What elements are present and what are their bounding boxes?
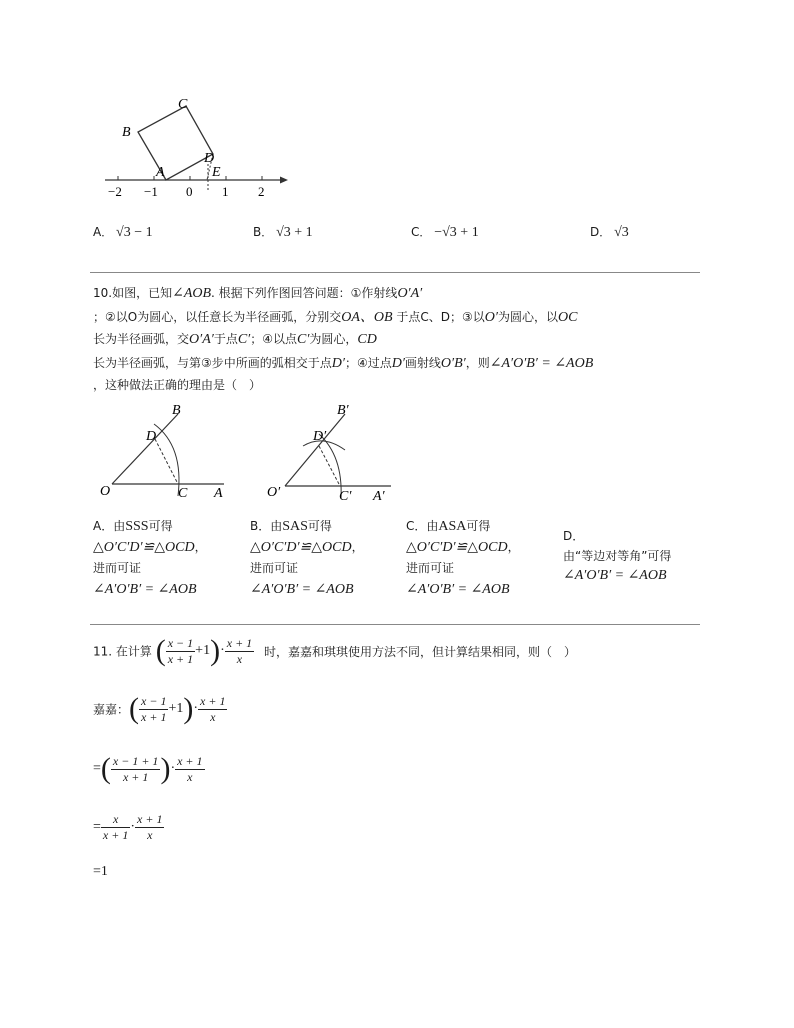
q9-option-c[interactable]: C． −√3 + 1 — [411, 225, 479, 240]
q10-figure-right — [265, 400, 400, 505]
svg-text:A: A — [214, 486, 223, 501]
q9-option-d[interactable]: D． √3 — [590, 225, 629, 240]
q9-label-a: A — [156, 165, 165, 180]
q9-option-c-letter: C — [411, 225, 420, 239]
svg-text:O′: O′ — [267, 485, 281, 500]
svg-text:D′: D′ — [313, 429, 327, 444]
q11-step-3: =1 — [93, 864, 108, 879]
q9-tick-1: 1 — [222, 184, 229, 199]
q9-label-d: D — [204, 151, 215, 166]
q10-line-1: 10.如图，已知∠AOB. 根据下列作图回答问题：①作射线O′A′ — [93, 286, 423, 301]
q9-option-c-expr: −√3 + 1 — [434, 225, 479, 240]
q9-label-b: B — [122, 125, 131, 140]
q11-step-2: = $\frac{x}{x + 1}$ · $\frac{x + 1}{x}$ — [93, 812, 163, 842]
q10-option-a[interactable]: A．由SSS可得 △O′C′D′≌△OCD， 进而可证 ∠A′O′B′ = ∠AOB — [93, 519, 207, 597]
svg-text:B: B — [172, 403, 181, 418]
q10-line-2: ；②以O为圆心，以任意长为半径画弧，分别交OA、OB 于点C、D；③以O′为圆心，以OC — [93, 310, 578, 325]
svg-text:C: C — [178, 486, 188, 501]
q10-figure-left — [98, 400, 233, 505]
q10-line-4: 长为半径画弧，与第③步中所画的弧相交于点D′；④过点D′画射线O′B′，则∠A′O′B′ = ∠AOB — [93, 356, 594, 371]
q9-option-b-expr: √3 + 1 — [276, 225, 313, 240]
q11-tail: 时，嘉嘉和琪琪使用方法不同，但计算结果相同，则（ ） — [264, 644, 577, 659]
q10-option-d[interactable]: D． 由“等边对等角”可得 ∠A′O′B′ = ∠AOB — [563, 529, 672, 583]
q9-tick-0: 0 — [186, 184, 193, 199]
q9-tick-neg1: −1 — [144, 184, 158, 199]
q11-stem: 11. 在计算 ( $\frac{x - 1}{x + 1}$ +1)· $\frac{x + 1}{x}$ 时，嘉嘉和琪琪使用方法不同，但计算结果相同，则（ ） — [93, 634, 577, 667]
svg-text:O: O — [100, 484, 111, 499]
svg-text:D: D — [146, 429, 157, 444]
q9-option-a-expr: √3 − 1 — [116, 225, 153, 240]
q9-option-d-expr: √3 — [614, 225, 629, 240]
q9-option-a[interactable]: A． √3 − 1 — [93, 225, 153, 240]
svg-text:A′: A′ — [373, 489, 385, 504]
svg-text:B′: B′ — [337, 403, 349, 418]
q9-label-e: E — [212, 165, 221, 180]
q9-figure — [100, 92, 300, 202]
q9-option-d-letter: D — [590, 225, 600, 239]
divider-1 — [90, 272, 700, 273]
q9-tick-2: 2 — [258, 184, 265, 199]
q10-line-5: ，这种做法正确的理由是（ ） — [93, 378, 262, 392]
q11-step-1: =( $\frac{x - 1 + 1}{x + 1}$ )· $\frac{x + 1}{x}$ — [93, 752, 203, 785]
q9-option-b[interactable]: B． √3 + 1 — [253, 225, 313, 240]
q9-option-b-letter: B — [253, 225, 262, 239]
divider-2 — [90, 624, 700, 625]
q9-label-c: C — [178, 97, 188, 112]
q10-option-b[interactable]: B．由SAS可得 △O′C′D′≌△OCD， 进而可证 ∠A′O′B′ = ∠AOB — [250, 519, 364, 597]
svg-text:C′: C′ — [339, 489, 352, 504]
q9-option-a-letter: A — [93, 225, 102, 239]
q11-step-0: 嘉嘉：( $\frac{x - 1}{x + 1}$ +1)· $\frac{x + 1}{x}$ — [93, 692, 226, 725]
q9-tick-neg2: −2 — [108, 184, 122, 199]
q10-option-c[interactable]: C．由ASA可得 △O′C′D′≌△OCD， 进而可证 ∠A′O′B′ = ∠AOB — [406, 519, 520, 597]
q10-line-3: 长为半径画弧，交O′A′于点C′；④以点C′为圆心，CD — [93, 332, 377, 347]
q11-lead: 11. 在计算 — [93, 644, 152, 659]
